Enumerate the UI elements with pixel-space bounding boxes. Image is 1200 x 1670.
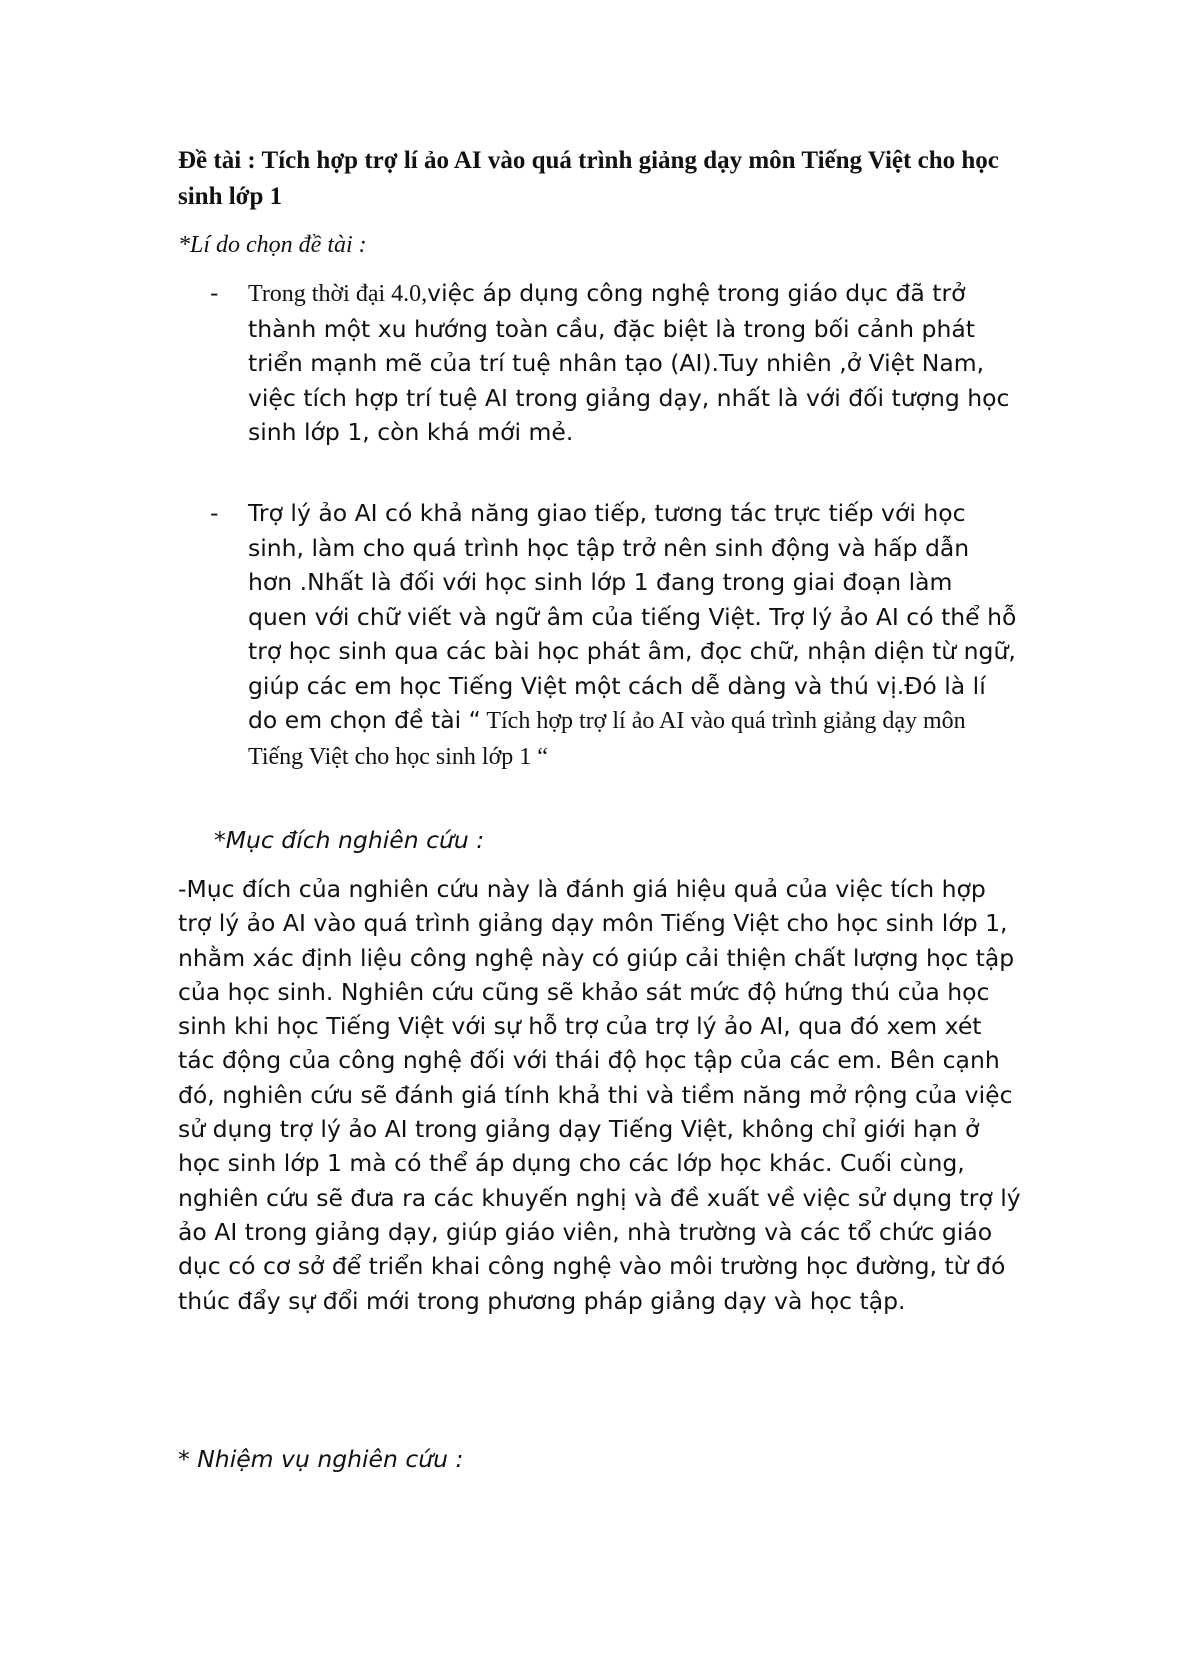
section-heading-reason: *Lí do chọn đề tài : <box>178 232 367 258</box>
bullet-text <box>248 276 1018 450</box>
bullet-marker: - <box>210 279 219 307</box>
bullet-body: Trợ lý ảo AI có khả năng giao tiếp, tương tác trực tiếp với học sinh, làm cho quá trình học tập trở nên sinh động và hấp dẫn hơn .Nhất là đối với học sinh lớp 1 đang trong giai đoạn làm quen với chữ viết và ngữ âm của tiếng Việt. Trợ lý ảo AI có thể hỗ trợ học sinh qua các bài học phát âm, đọc chữ, nhận diện từ ngữ, giúp các em học Tiếng Việt một cách dễ dàng và thú vị.Đó là lí do em chọn đề tài “ <box>248 499 1017 734</box>
bullet-body: việc áp dụng công nghệ trong giáo dục đã trở thành một xu hướng toàn cầu, đặc biệt là trong bối cảnh phát triển mạnh mẽ của trí tuệ nhân tạo (AI).Tuy nhiên ,ở Việt Nam, việc tích hợp trí tuệ AI trong giảng dạy, nhất là với đối tượng học sinh lớp 1, còn khá mới mẻ. <box>248 279 1010 446</box>
section-heading-tasks: * Nhiệm vụ nghiên cứu : <box>178 1445 464 1473</box>
bullet-text <box>248 496 1018 774</box>
bullet-serif-tail: Tích hợp trợ lí ảo AI vào quá trình giảng dạy môn Tiếng Việt cho học sinh lớp 1 “ <box>248 708 966 770</box>
purpose-paragraph: -Mục đích của nghiên cứu này là đánh giá hiệu quả của việc tích hợp trợ lý ảo AI vào quá trình giảng dạy môn Tiếng Việt cho học sinh lớp 1, nhằm xác định liệu công nghệ này có giúp cải thiện chất lượng học tập của học sinh. Nghiên cứu cũng sẽ khảo sát mức độ hứng thú của học sinh khi học Tiếng Việt với sự hỗ trợ của trợ lý ảo AI, qua đó xem xét tác động của công nghệ đối với thái độ học tập của các em. Bên cạnh đó, nghiên cứu sẽ đánh giá tính khả thi và tiềm năng mở rộng của việc sử dụng trợ lý ảo AI trong giảng dạy Tiếng Việt, không chỉ giới hạn ở học sinh lớp 1 mà có thể áp dụng cho các lớp học khác. Cuối cùng, nghiên cứu sẽ đưa ra các khuyến nghị và đề xuất về việc sử dụng trợ lý ảo AI trong giảng dạy, giúp giáo viên, nhà trường và các tổ chức giáo dục có cơ sở để triển khai công nghệ vào môi trường học đường, từ đó thúc đẩy sự đổi mới trong phương pháp giảng dạy và học tập. <box>178 875 1021 1315</box>
section-heading-purpose: *Mục đích nghiên cứu : <box>214 826 485 854</box>
bullet-marker: - <box>210 499 219 527</box>
bullet-serif-lead: Trong thời đại 4.0, <box>248 281 428 307</box>
document-title: Đề tài : Tích hợp trợ lí ảo AI vào quá trình giảng dạy môn Tiếng Việt cho học sinh lớp 1 <box>178 147 999 210</box>
